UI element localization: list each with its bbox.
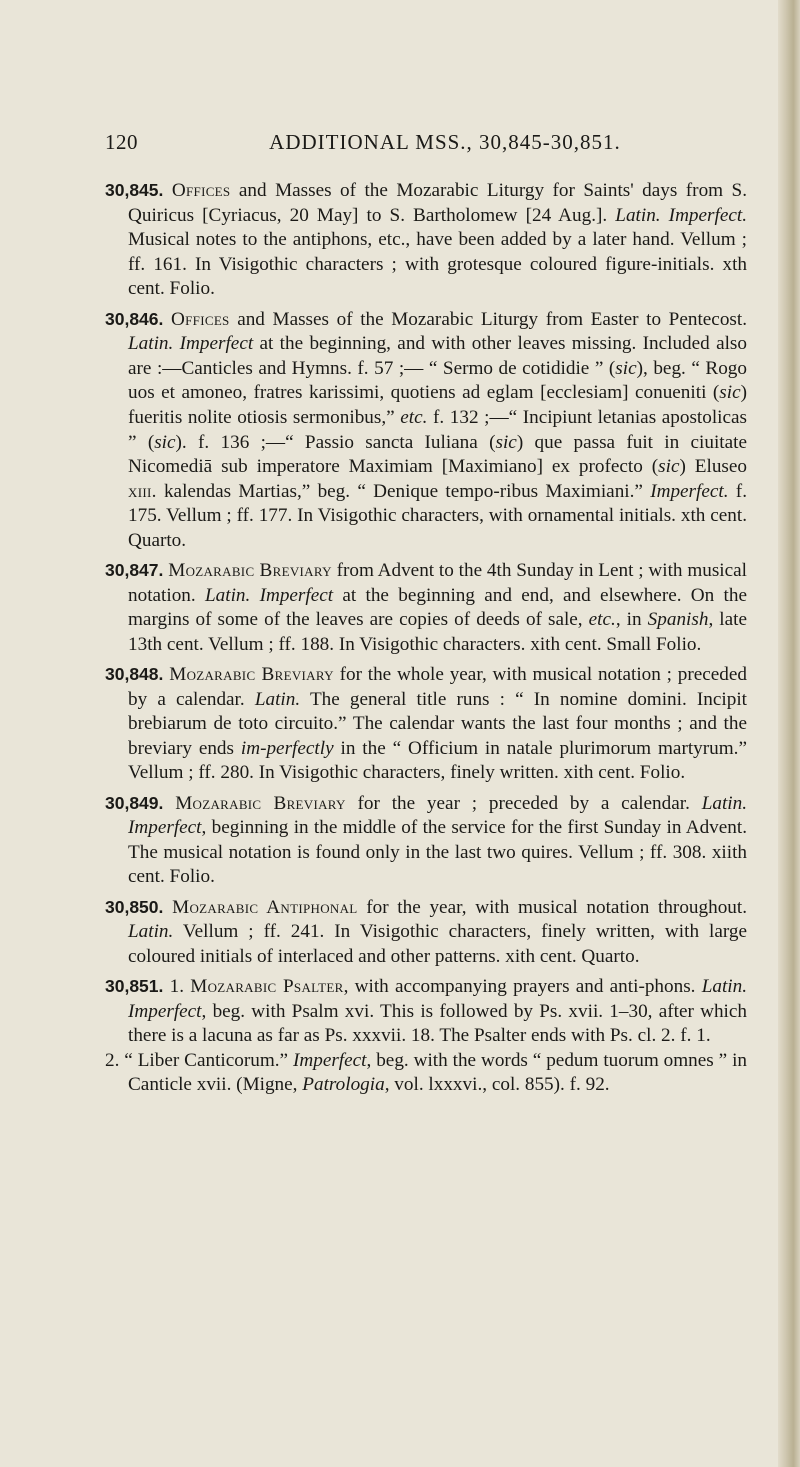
entry-number: 30,846. — [105, 308, 164, 329]
entry-number: 30,847. — [105, 560, 164, 581]
page-header — [105, 130, 745, 160]
catalogue-entry — [105, 178, 747, 302]
catalogue-entry — [105, 895, 747, 970]
entry-number: 30,851. — [105, 975, 164, 996]
entry-text: Mozarabic Antiphonal for the year, with musical notation throughout. Latin. Vellum ; ff. 241. In Visigothic characters, finely written, with large coloured initials of interlaced and other patterns. xith cent. Quarto. — [128, 896, 748, 967]
entry-number: 30,849. — [105, 792, 164, 813]
entry-text: 1. Mozarabic Psalter, with accompanying prayers and anti-phons. Latin. Imperfect, beg. with Psalm xvi. This is followed by Ps. xvii. 1–30, after which there is a lacuna as far as Ps. xxxvii. 18. The Psalter ends with Ps. cl. 2. f. 1. — [128, 975, 748, 1047]
catalogue-entry — [105, 307, 747, 554]
running-title: ADDITIONAL MSS., 30,845-30,851. — [269, 130, 621, 154]
entry-number: 30,848. — [105, 664, 164, 685]
catalogue-entry — [105, 662, 747, 786]
page-number: 120 — [105, 130, 138, 154]
book-gutter-shadow — [778, 0, 800, 1467]
entry-text: Offices and Masses of the Mozarabic Liturgy from Easter to Pentecost. Latin. Imperfect at the beginning, and with other leaves missing. Included also are :—Canticles and Hymns. f. 57 ;— “ Sermo de cotididie ” (sic), beg. “ Rogo uos et amoneo, fratres karissimi, quotiens ad eglam [ecclesiam] conueniti (sic) fueritis nolite otiosis sermonibus,” etc. f. 132 ;—“ Incipiunt letanias apostolicas ” (sic). f. 136 ;—“ Passio sancta Iuliana (sic) que passa fuit in ciuitate Nicomediā sub imperatore Maximiam [Maximiano] ex profecto (sic) Eluseo xiii. kalendas Martias,” beg. “ Denique tempo-ribus Maximiani.” Imperfect. f. 175. Vellum ; ff. 177. In Visigothic characters, with ornamental initials. xth cent. Quarto. — [128, 308, 748, 551]
catalogue-entry — [105, 558, 747, 657]
entry-number: 30,845. — [105, 180, 164, 200]
entry-text: Mozarabic Breviary for the year ; preceded by a calendar. Latin. Imperfect, beginning in the middle of the service for the first Sunday in Advent. The musical notation is found only in the last two quires. Vellum ; ff. 308. xiith cent. Folio. — [128, 792, 748, 888]
catalogue-subentry — [105, 1049, 747, 1098]
entry-text: Mozarabic Breviary for the whole year, with musical notation ; preceded by a calendar. Latin. The general title runs : “ In nomine domini. Incipit brebiarum de toto circuito.” The calendar wants the last four months ; and the breviary ends im-perfectly in the “ Officium in natale plurimorum martyrum.” Vellum ; ff. 280. In Visigothic characters, finely written. xith cent. Folio. — [128, 664, 748, 784]
entry-text: Mozarabic Breviary from Advent to the 4th Sunday in Lent ; with musical notation. Latin. Imperfect at the beginning and end, and elsewhere. On the margins of some of the leaves are copies of deeds of sale, etc., in Spanish, late 13th cent. Vellum ; ff. 188. In Visigothic characters. xith cent. Small Folio. — [128, 560, 748, 655]
entry-number: 30,850. — [105, 896, 164, 917]
catalogue-entries — [105, 178, 747, 1098]
catalogue-entry — [105, 791, 747, 890]
subentry-text: 2. “ Liber Canticorum.” Imperfect, beg. with the words “ pedum tuorum omnes ” in Canticle xvii. (Migne, Patrologia, vol. lxxxvi., col. 855). f. 92. — [105, 1049, 748, 1096]
entry-text: Offices and Masses of the Mozarabic Liturgy for Saints' days from S. Quiricus [Cyriacus, 20 May] to S. Bartholomew [24 Aug.]. Latin. Imperfect. Musical notes to the antiphons, etc., have been added by a later hand. Vellum ; ff. 161. In Visigothic characters ; with grotesque coloured figure-initials. xth cent. Folio. — [128, 180, 748, 300]
catalogue-entry — [105, 974, 747, 1049]
